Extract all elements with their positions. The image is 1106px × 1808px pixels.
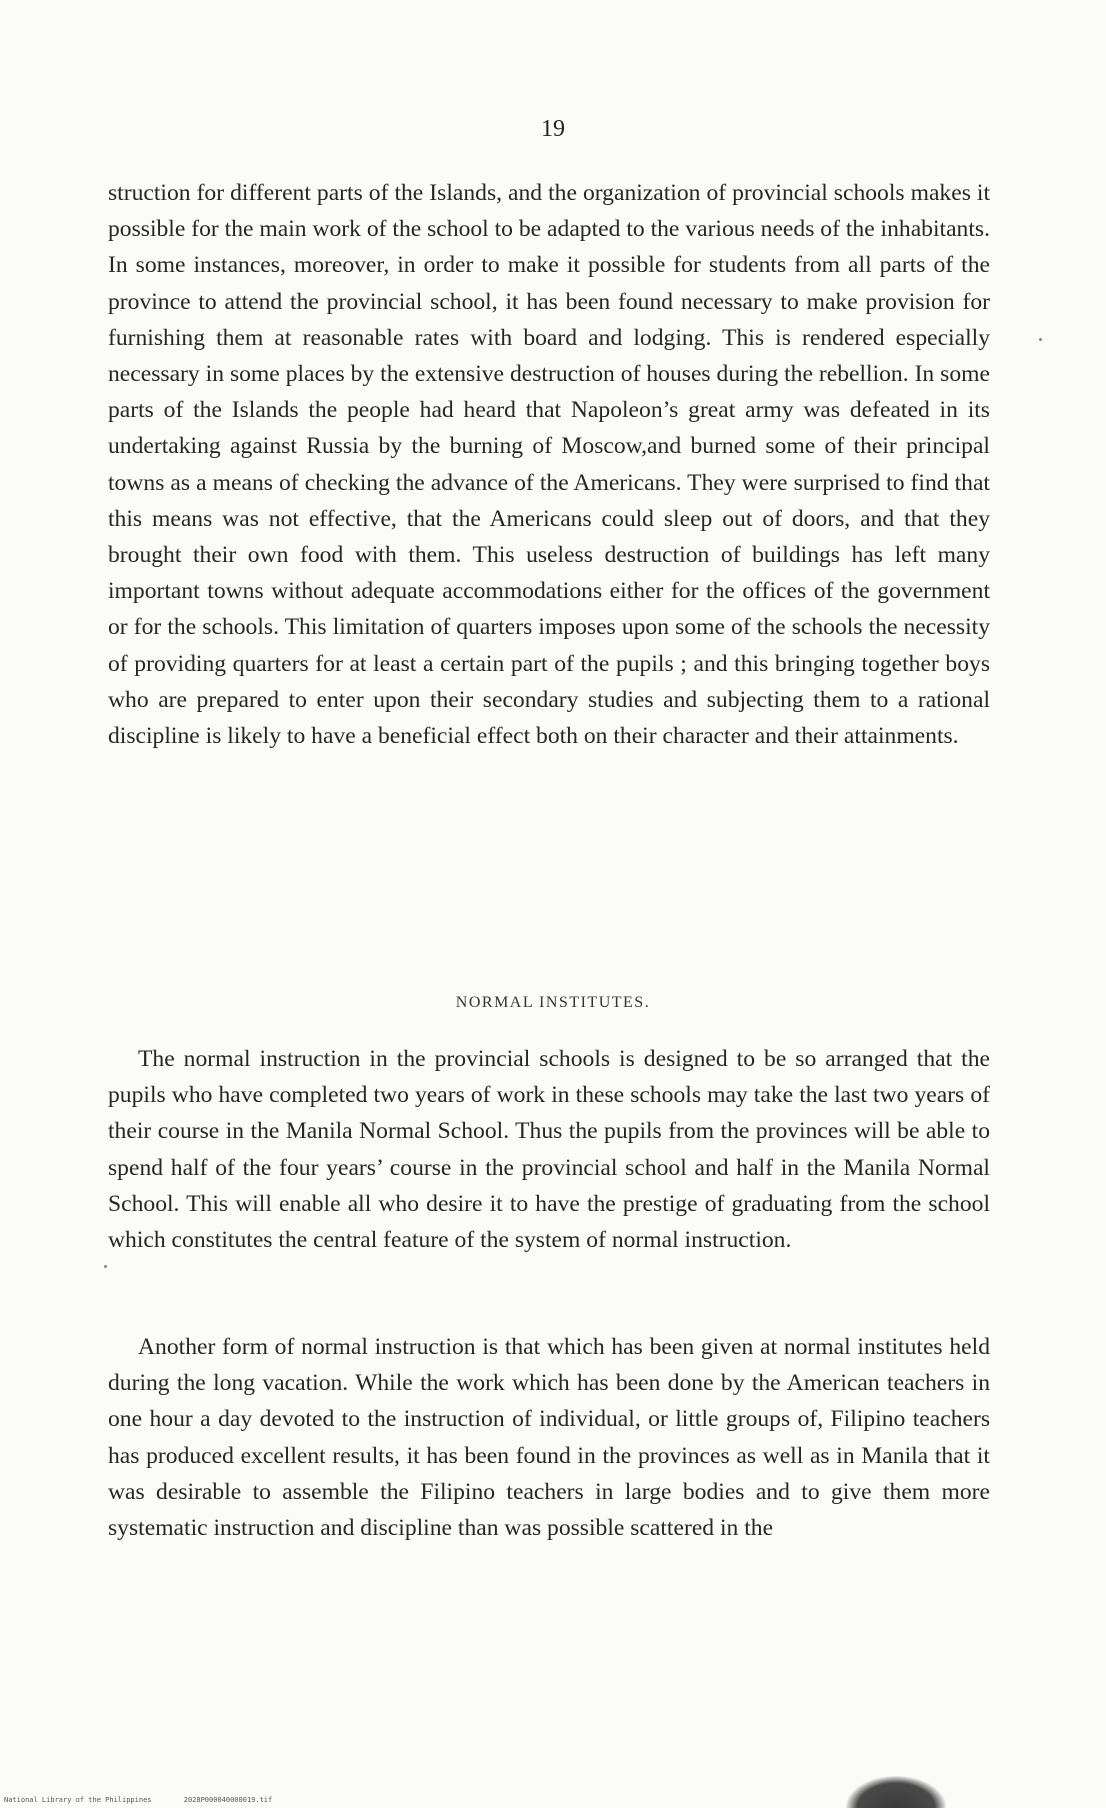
paragraph-normal-institutes: Another form of normal instruction is that which has been given at normal institutes held during the long vacation. While the work which has been done by the American teachers in one hour a day devoted to the instruction of individual, or little groups of, Filipino teachers has produced excellent results, it has been found in the provinces as well as in Manila that it was desirable to assemble the Filipino teachers in large bodies and to give them more systematic instruction and discipline than was possible scattered in the [108,1334,990,1542]
section-heading: NORMAL INSTITUTES. [455,994,651,1011]
scan-footer [4,1796,300,1804]
paragraph-normal-instruction: The normal instruction in the provincial schools is designed to be so arranged that the pupils who have completed two years of work in these schools may take the last two years of their course in the Manila Normal School. Thus the pupils from the provinces will be able to spend half of the four years’ course in the provincial school and half in the Manila Normal School. This will enable all who desire it to have the prestige of graduating from the school which constitutes the central feature of the system of normal instruction. [108,1046,990,1254]
scan-speck [1039,338,1042,341]
page-curl-shadow [846,1776,946,1808]
paragraph-provincial-schools: struction for different parts of the Islands, and the organization of provincial schools makes it possible for the main work of the school to be adapted to the various needs of the inhabitants. In some instances, moreover, in order to make it possible for students from all parts of the province to attend the provincial school, it has been found necessary to make provision for furnishing them at reasonable rates with board and lodging. This is rendered especially necessary in some places by the extensive destruction of houses during the rebellion. In some parts of the Islands the people had heard that Napoleon’s great army was defeated in its undertaking against Russia by the burning of Moscow,and burned some of their principal towns as a means of checking the advance of the Americans. They were surprised to find that this means was not effective, that the Americans could sleep out of doors, and that they brought their own food with them. This useless destruction of buildings has left many important towns without adequate accommodations either for the offices of the government or for the schools. This limitation of quarters imposes upon some of the schools the necessity of providing quarters for at least a certain part of the pupils ; and this bringing together boys who are prepared to enter upon their secondary studies and subjecting them to a rational discipline is likely to have a beneficial effect both on their character and their attainments. [108,180,990,750]
library-credit: National Library of the Philippines [4,1796,152,1804]
file-name: 2028P000040000019.tif [183,1796,273,1804]
page-number: 19 [541,116,565,142]
scan-speck [104,1265,107,1268]
